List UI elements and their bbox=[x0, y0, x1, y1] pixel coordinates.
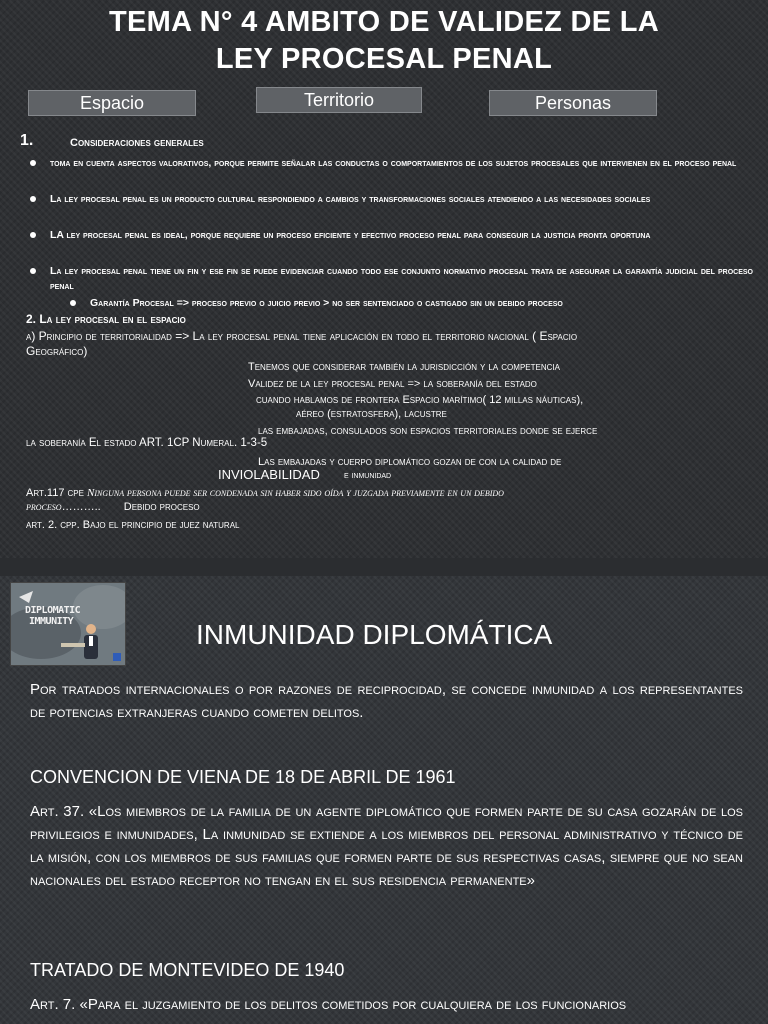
bullet-text-4: La ley procesal penal tiene un fin y ese fin se puede evidenciar cuando todo ese conjunto normativo procesal trata de asegurar la garantía judicial del proceso penal bbox=[50, 265, 753, 292]
diplomatic-immunity-image bbox=[10, 582, 126, 666]
art117-proceso: proceso bbox=[26, 501, 62, 513]
line-embajadas-cuerpo: Las embajadas y cuerpo diplomático gozan de con la calidad de bbox=[258, 456, 562, 468]
art117-italic: Ninguna persona puede ser condenada sin haber sido oída y juzgada previamente en un debido bbox=[87, 487, 504, 499]
intro-paragraph: Por tratados internacionales o por razones de reciprocidad, se concede inmunidad a los representantes de potencias extranjeras cuando cometen delitos. bbox=[30, 681, 743, 721]
bullet-text-1: toma en cuenta aspectos valorativos, porque permite señalar las conductas o comportamientos de los sujetos procesales que intervienen en el proceso penal bbox=[50, 157, 737, 169]
art7-paragraph: Art. 7. «Para el juzgamiento de los delitos cometidos por cualquiera de los funcionarios bbox=[30, 996, 627, 1013]
line-jurisdiccion: Tenemos que considerar también la jurisdicción y la competencia bbox=[248, 361, 560, 373]
line-soberania: la soberanía El estado ART. 1CP Numeral. 1-3-5 bbox=[26, 437, 268, 449]
bullet-text-2: La ley procesal penal es un producto cultural respondiendo a cambios y transformaciones sociales atendiendo a las necesidades sociales bbox=[50, 193, 651, 205]
bullet-text-3: LA ley procesal penal es ideal, porque requiere un proceso eficiente y efectivo proceso penal para conseguir la justicia pronta oportuna bbox=[50, 229, 651, 241]
line-validez: Validez de la ley procesal penal => la soberanía del estado bbox=[248, 378, 537, 390]
art117-line-2 bbox=[26, 501, 200, 513]
principio-territorialidad: a) Principio de territorialidad => La ley procesal penal tiene aplicación en todo el territorio nacional ( Espacio bbox=[26, 329, 578, 343]
title-line-1: TEMA N° 4 AMBITO DE VALIDEZ DE LA bbox=[109, 6, 659, 38]
sub-bullet-garantia: Garantía Procesal => proceso previo o juicio previo > no ser sentenciado o castigado sin un debido proceso bbox=[90, 297, 563, 309]
inmunidad-label: e inmunidad bbox=[344, 470, 392, 481]
debido-proceso: Debido proceso bbox=[123, 501, 200, 513]
slide2-title: INMUNIDAD DIPLOMÁTICA bbox=[196, 619, 553, 650]
thumb-text-diplomatic: DIPLOMATIC bbox=[25, 605, 81, 616]
section-heading-consideraciones: Consideraciones generales bbox=[70, 137, 204, 149]
title-line-2: LEY PROCESAL PENAL bbox=[215, 43, 553, 75]
bullet-dot bbox=[30, 232, 36, 238]
line-embajadas: las embajadas, consulados son espacios territoriales donde se ejerce bbox=[258, 425, 598, 437]
tab-territorio[interactable]: Territorio bbox=[256, 87, 422, 113]
thumb-text-immunity: IMMUNITY bbox=[29, 616, 74, 627]
art37-paragraph: Art. 37. «Los miembros de la familia de un agente diplomático que formen parte de su casa gozarán de los privilegios e inmunidades, La inmunidad se extiende a los miembros del personal administrativo y técnico de la misión, con los miembros de sus familias que formen parte de sus respectivas casas, siempre que no sean nacionales del estado receptor no tengan en el sus residencia permanente» bbox=[30, 803, 743, 889]
bullet-dot bbox=[30, 268, 36, 274]
art117-dots: ……….. bbox=[61, 501, 101, 513]
art117-line bbox=[26, 487, 504, 499]
bullet-dot bbox=[30, 160, 36, 166]
slide-title bbox=[0, 4, 768, 78]
slide-inmunidad-diplomatica bbox=[0, 576, 768, 1024]
tab-espacio[interactable]: Espacio bbox=[28, 90, 196, 116]
art2-line: art. 2. cpp. Bajo el principio de juez natural bbox=[26, 519, 240, 531]
inviolabilidad-label: INVIOLABILIDAD bbox=[218, 467, 320, 482]
line-aereo: aéreo (estratosfera), lacustre bbox=[296, 408, 447, 420]
convencion-heading: CONVENCION DE VIENA DE 18 DE ABRIL DE 1961 bbox=[30, 767, 456, 787]
bullet-dot bbox=[30, 196, 36, 202]
section-number: 1. bbox=[20, 132, 34, 149]
tratado-heading: TRATADO DE MONTEVIDEO DE 1940 bbox=[30, 960, 345, 980]
sub-bullet-dot bbox=[70, 300, 76, 306]
line-frontera: cuando hablamos de frontera Espacio marítimo( 12 millas náuticas), bbox=[256, 394, 584, 406]
section-heading-espacio: 2. La ley procesal en el espacio bbox=[26, 312, 186, 326]
tab-personas[interactable]: Personas bbox=[489, 90, 657, 116]
art117-prefix: Art.117 cpe bbox=[26, 487, 84, 499]
principio-territorialidad-cont: Geográfico) bbox=[26, 344, 88, 358]
